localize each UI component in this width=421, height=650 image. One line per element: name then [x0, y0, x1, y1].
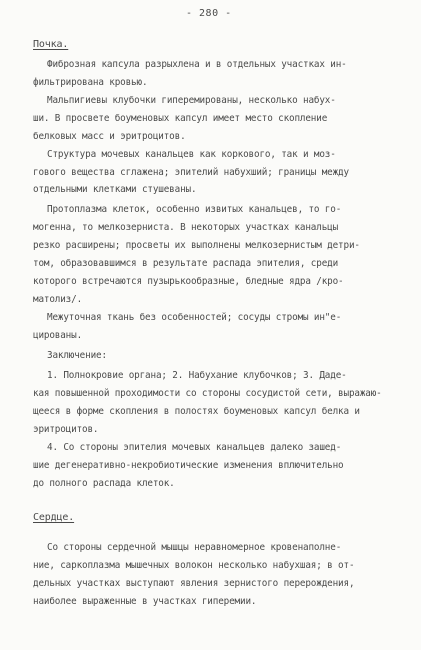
text-line: резко расширены; просветы их выполнены мелкозернистым детри-	[33, 240, 360, 251]
text-line: ние, саркоплазма мышечных волокон несколько набухшая; в от-	[33, 560, 355, 571]
text-line: ши. В просвете боуменовых капсул имеет место скопление	[33, 113, 328, 124]
text-line: Протоплазма клеток, особенно извитых канальцев, то го-	[47, 204, 342, 215]
text-line: которого встречаются пузырькообразные, бледные ядра /кро-	[33, 276, 344, 287]
text-line: щееся в форме скопления в полостях боуменовых капсул белка и	[33, 406, 360, 417]
text-line: том, образовавшимся в результате распада эпителия, среди	[33, 258, 339, 269]
text-line: матолиз/.	[33, 294, 83, 305]
conclusion-heading: Заключение:	[47, 350, 107, 361]
text-line: могенна, то мелкозерниста. В некоторых участках канальцы	[33, 222, 339, 233]
text-line: кая повышенной проходимости со стороны сосудистой сети, выражаю-	[33, 388, 382, 399]
text-line: Межуточная ткань без особенностей; сосуды стромы ин"е-	[47, 312, 342, 323]
section-heading-heart: Сердце.	[33, 512, 75, 523]
text-line: Структура мочевых канальцев как коркового, так и моз-	[47, 149, 336, 160]
text-line: наиболее выраженные в участках гиперемии.	[33, 596, 257, 607]
text-line: Фиброзная капсула разрыхлена и в отдельных участках ин-	[47, 59, 347, 70]
text-line: Со стороны сердечной мышцы неравномерное кровенаполне-	[47, 542, 342, 553]
text-line: Мальпигиевы клубочки гиперемированы, несколько набух-	[47, 95, 336, 106]
text-line: белковых масс и эритроцитов.	[33, 131, 186, 142]
text-line: гового вещества сглажена; эпителий набухший; границы между	[33, 167, 349, 178]
text-line: дельных участках выступают явления зернистого перерождения,	[33, 578, 355, 589]
text-line: 1. Полнокровие органа; 2. Набухание клубочков; 3. Даде-	[47, 370, 347, 381]
text-line: шие дегенеративно-некробиотические изменения вплючительно	[33, 460, 344, 471]
text-line: фильтрирована кровью.	[33, 77, 148, 88]
text-line: отдельными клетками стушеваны.	[33, 184, 197, 195]
section-heading-kidney: Почка.	[33, 39, 69, 50]
text-line: 4. Со стороны эпителия мочевых канальцев далеко зашед-	[47, 442, 342, 453]
text-line: цированы.	[33, 330, 83, 341]
text-line: эритроцитов.	[33, 424, 99, 435]
page-number: - 280 -	[186, 8, 232, 19]
text-line: до полного распада клеток.	[33, 478, 175, 489]
